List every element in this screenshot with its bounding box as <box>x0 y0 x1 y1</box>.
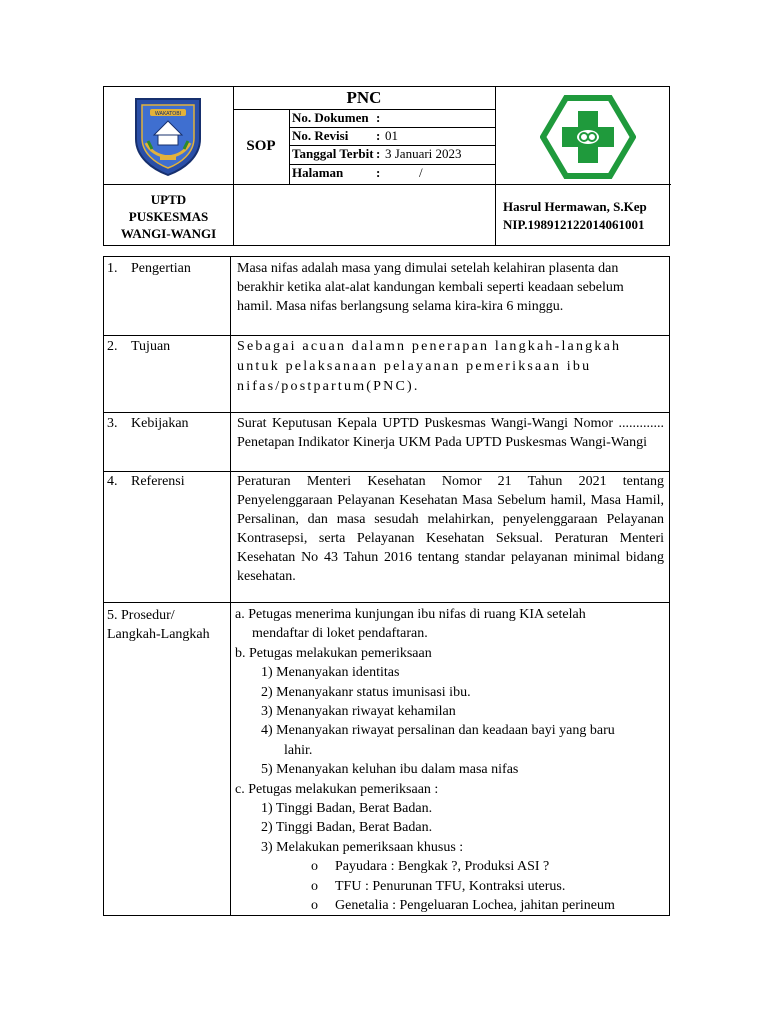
procedure-step-text: 4) Menanyakan riwayat persalinan dan keadaan bayi yang baru <box>261 723 615 739</box>
procedure-step <box>235 838 665 857</box>
section-number: 3. <box>107 416 118 431</box>
section-title: Kebijakan <box>131 416 189 431</box>
procedure-step-text: Genetalia : Pengeluaran Lochea, jahitan perineum <box>335 898 615 914</box>
document-title: PNC <box>346 88 382 107</box>
procedure-step <box>235 896 665 915</box>
sop-label: SOP <box>246 138 276 154</box>
divider <box>104 412 669 413</box>
procedure-step <box>235 877 665 896</box>
procedure-step <box>235 799 665 818</box>
meta-key: Tanggal Terbit <box>292 146 374 161</box>
procedure-step-text: 1) Menanyakan identitas <box>261 665 400 681</box>
section-number: 2. <box>107 339 118 354</box>
meta-key: No. Dokumen <box>292 110 369 125</box>
divider <box>104 602 669 603</box>
procedure-step-text: 2) Tinggi Badan, Berat Badan. <box>261 820 433 836</box>
procedure-step <box>235 702 665 721</box>
procedure-steps <box>235 605 665 916</box>
org-line: WANGI-WANGI <box>120 225 217 241</box>
sop-header-table <box>103 86 670 246</box>
bullet-marker: o <box>311 878 318 894</box>
divider <box>230 257 231 915</box>
bullet-marker: o <box>311 859 318 875</box>
meta-value: 01 <box>385 128 398 143</box>
meta-key: Halaman <box>292 165 344 180</box>
meta-sep: : <box>376 110 381 125</box>
procedure-step-text: b. Petugas melakukan pemeriksaan <box>235 645 432 661</box>
section-text-referensi: Peraturan Menteri Kesehatan Nomor 21 Tahun 2021 tentang Penyelenggaraan Pelayanan Kesehatan Masa Sebelum hamil, Masa Hamil, Persalinan, dan masa sesudah melahirkan, penyelenggaraan Pelayanan Kontrasepsi, serta Pelayanan Kesehatan Seksual. Peraturan Menteri Kesehatan No 43 Tahun 2016 tentang standar pelayanan minimal bidang kesehatan. <box>237 474 664 584</box>
section-label-prosedur <box>107 606 227 644</box>
meta-row-tanggal <box>289 145 495 163</box>
procedure-step-text: 3) Melakukan pemeriksaan khusus : <box>261 839 464 855</box>
procedure-step-text: lahir. <box>284 742 313 758</box>
procedure-step <box>235 857 665 876</box>
org-line: UPTD <box>150 191 187 207</box>
procedure-step <box>235 663 665 682</box>
section-text-kebijakan: Surat Keputusan Kepala UPTD Puskesmas Wangi-Wangi Nomor ............. Penetapan Indikator Kinerja UKM Pada UPTD Puskesmas Wangi-Wangi <box>237 416 664 450</box>
procedure-step-text: mendaftar di loket pendaftaran. <box>252 626 428 642</box>
procedure-step <box>235 644 665 663</box>
meta-row-revisi <box>289 127 495 145</box>
procedure-step-text: 2) Menanyakanr status imunisasi ibu. <box>261 684 471 700</box>
logo-banner-text: WAKATOBI <box>154 111 182 117</box>
divider <box>104 335 669 336</box>
signer-name: Hasrul Hermawan, S.Kep <box>503 199 647 214</box>
meta-key: No. Revisi <box>292 128 349 143</box>
procedure-step <box>235 624 665 643</box>
procedure-step <box>235 741 665 760</box>
signer-nip: NIP.198912122014061001 <box>503 217 645 232</box>
section-number: 4. <box>107 474 118 489</box>
section-title: Pengertian <box>131 261 191 276</box>
meta-value: 3 Januari 2023 <box>385 146 462 161</box>
section-title-line: 5. Prosedur/ <box>107 608 175 623</box>
signatory <box>495 185 671 247</box>
procedure-step <box>235 605 665 624</box>
procedure-step <box>235 721 665 740</box>
procedure-step <box>235 818 665 837</box>
section-label-pengertian <box>107 259 227 278</box>
section-label-kebijakan <box>107 414 227 433</box>
meta-row-halaman <box>289 164 495 182</box>
bullet-marker: o <box>311 898 318 914</box>
section-title: Referensi <box>131 474 185 489</box>
section-number: 1. <box>107 261 118 276</box>
procedure-step <box>235 780 665 799</box>
procedure-step-text: c. Petugas melakukan pemeriksaan : <box>235 781 439 797</box>
section-title: Tujuan <box>131 339 171 354</box>
section-title-line: Langkah-Langkah <box>107 627 210 642</box>
section-text-pengertian: Masa nifas adalah masa yang dimulai setelah kelahiran plasenta dan berakhir ketika alat-alat kandungan kembali seperti keadaan sebelum hamil. Masa nifas berlangsung selama kira-kira 6 minggu. <box>237 261 624 314</box>
procedure-step-text: Payudara : Bengkak ?, Produksi ASI ? <box>335 859 550 875</box>
meta-sep: : <box>376 165 381 180</box>
section-text-tujuan: Sebagai acuan dalamn penerapan langkah-langkah untuk pelaksanaan pelayanan pemeriksaan ibu nifas/postpartum(PNC). <box>237 339 622 394</box>
regency-shield-logo <box>132 95 204 177</box>
section-label-tujuan <box>107 337 227 356</box>
procedure-step-text: 1) Tinggi Badan, Berat Badan. <box>261 801 433 817</box>
puskesmas-logo <box>540 95 636 179</box>
procedure-step-text: a. Petugas menerima kunjungan ibu nifas di ruang KIA setelah <box>235 607 586 622</box>
procedure-step-text: TFU : Penurunan TFU, Kontraksi uterus. <box>335 878 566 894</box>
meta-sep: : <box>376 146 381 161</box>
meta-sep: : <box>376 128 381 143</box>
meta-row-dokumen <box>289 109 495 127</box>
procedure-step <box>235 760 665 779</box>
procedure-step-text: 5) Menanyakan keluhan ibu dalam masa nifas <box>261 762 519 778</box>
sop-content-table <box>103 256 670 916</box>
procedure-step-text: 3) Menanyakan riwayat kehamilan <box>261 704 456 720</box>
org-line: PUSKESMAS <box>128 208 209 224</box>
organization-name <box>104 185 233 247</box>
meta-value: / <box>419 165 423 180</box>
section-label-referensi <box>107 472 227 491</box>
procedure-step <box>235 683 665 702</box>
